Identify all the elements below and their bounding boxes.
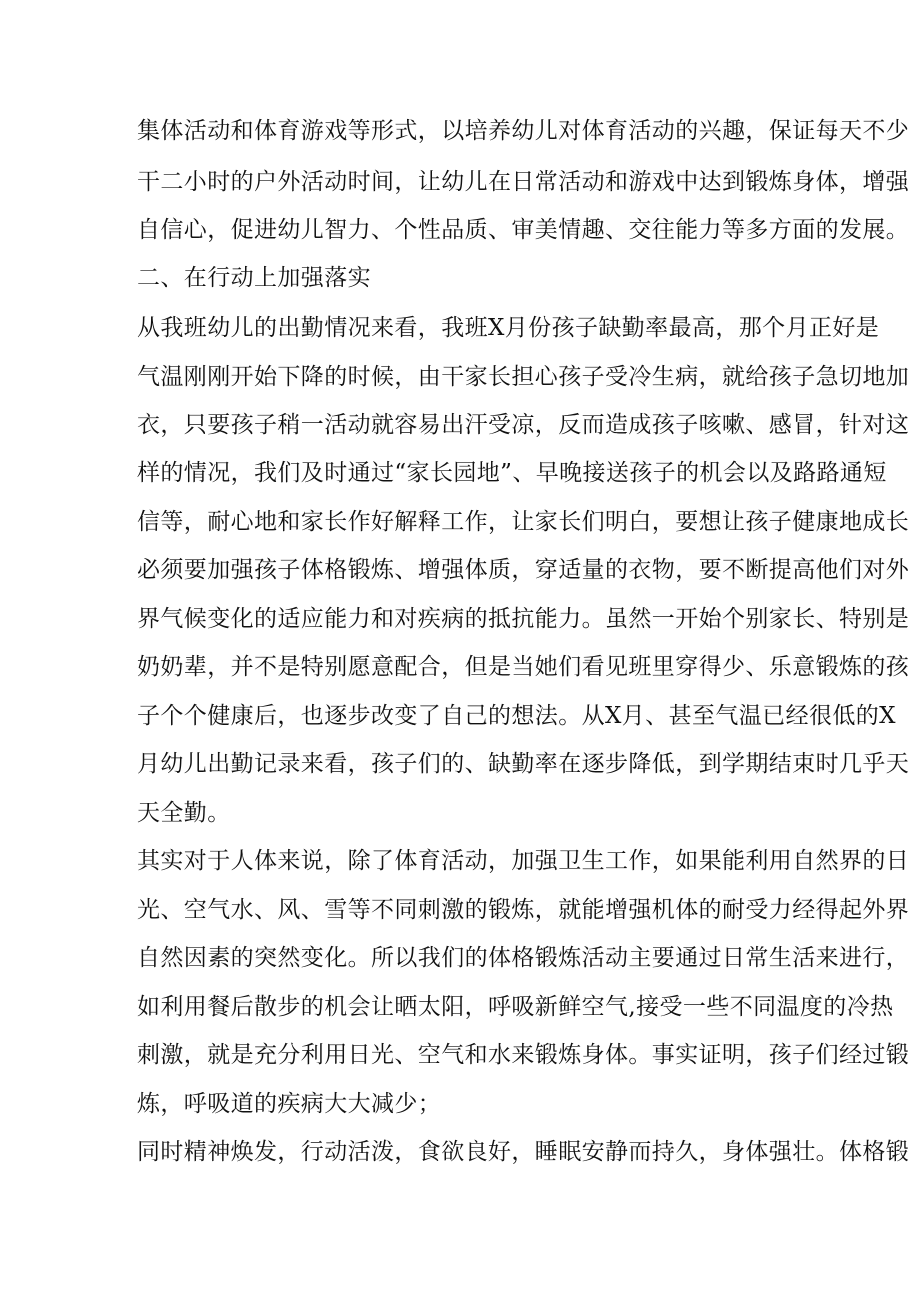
text-line: 光、空气水、风、雪等不同刺激的锻炼，就能增强机体的耐受力经得起外界 [137, 897, 910, 923]
text-line: 如利用餐后散步的机会让晒太阳，呼吸新鲜空气,接受一些不同温度的冷热 [137, 994, 894, 1020]
text-line: 月幼儿出勤记录来看，孩子们的、缺勤率在逐步降低，到学期结束时几乎天 [137, 751, 910, 777]
text-line: 集体活动和体育游戏等形式，以培养幼儿对体育活动的兴趣，保证每天不少 [137, 118, 910, 144]
text-line: 样的情况，我们及时通过“家长园地”、早晚接送孩子的机会以及路路通短 [137, 460, 887, 486]
text-line: 同时精神焕发，行动活泼，食欲良好，睡眠安静而持久，身体强壮。体格锻 [137, 1139, 910, 1165]
text-line: 其实对于人体来说，除了体育活动，加强卫生工作，如果能利用自然界的日 [137, 848, 910, 874]
text-line: 界气候变化的适应能力和对疾病的抵抗能力。虽然一开始个别家长、特别是 [137, 606, 910, 632]
text-line: 必须要加强孩子体格锻炼、增强体质，穿适量的衣物，要不断提高他们对外 [137, 557, 910, 583]
text-line: 自然因素的突然变化。所以我们的体格锻炼活动主要通过日常生活来进行， [137, 945, 910, 971]
text-line: 从我班幼儿的出勤情况来看，我班X月份孩子缺勤率最高，那个月正好是 [137, 315, 880, 341]
text-line: 干二小时的户外活动时间，让幼儿在日常活动和游戏中达到锻炼身体，增强 [137, 169, 910, 195]
text-line: 天全勤。 [137, 800, 231, 826]
text-line: 子个个健康后，也逐步改变了自己的想法。从X月、甚至气温已经很低的X [137, 703, 896, 729]
text-line: 气温刚刚开始下降的时候，由干家长担心孩子受冷生病，就给孩子急切地加 [137, 364, 910, 390]
section-heading: 二、在行动上加强落实 [137, 265, 371, 291]
text-line: 奶奶辈，并不是特别愿意配合，但是当她们看见班里穿得少、乐意锻炼的孩 [137, 654, 910, 680]
text-line: 自信心，促进幼儿智力、个性品质、审美情趣、交往能力等多方面的发展。 [137, 217, 910, 243]
text-line: 刺激，就是充分利用日光、空气和水来锻炼身体。事实证明，孩子们经过锻 [137, 1042, 910, 1068]
text-line: 信等，耐心地和家长作好解释工作，让家长们明白，要想让孩子健康地成长 [137, 509, 910, 535]
text-line: 衣，只要孩子稍一活动就容易出汗受凉，反而造成孩子咳嗽、感冒，针对这 [137, 412, 910, 438]
text-line: 炼，呼吸道的疾病大大减少； [137, 1091, 442, 1117]
